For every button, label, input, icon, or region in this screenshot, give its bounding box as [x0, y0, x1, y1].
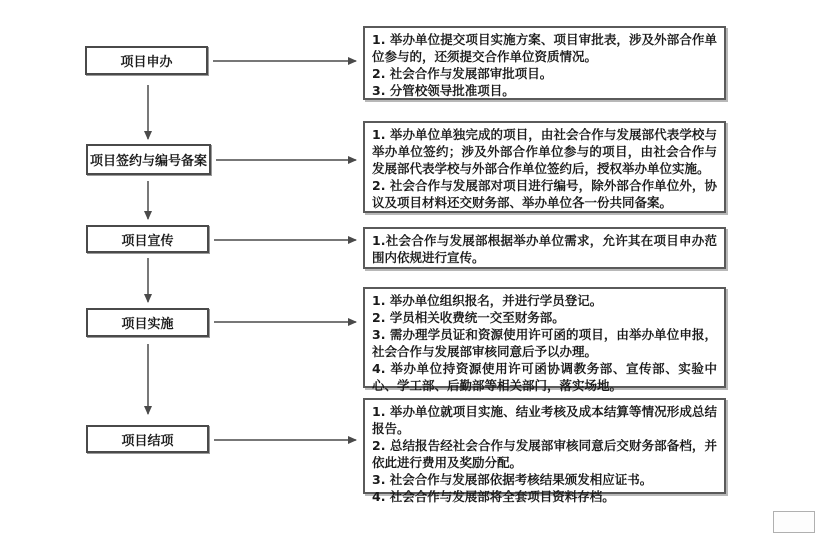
step-box-project-signing-filing — [86, 144, 211, 175]
detail-item: 2. 社会合作与发展部对项目进行编号，除外部合作单位外，协议及项目材料还交财务部、举办单位各一份共同备案。 — [372, 178, 717, 210]
detail-item: 1. 举办单位单独完成的项目，由社会合作与发展部代表学校与举办单位签约；涉及外部合作单位参与的项目，由社会合作与发展部代表学校与外部合作单位签约后，授权举办单位实施。 — [372, 127, 717, 176]
detail-box-project-application — [363, 26, 726, 100]
detail-item: 2. 社会合作与发展部审批项目。 — [372, 66, 553, 81]
detail-item: 1. 举办单位组织报名，并进行学员登记。 — [372, 293, 603, 308]
step-box-project-promotion — [86, 225, 209, 253]
detail-item: 4. 举办单位持资源使用许可函协调教务部、宣传部、实验中心、学工部、后勤部等相关部门，落实场地。 — [372, 361, 717, 393]
detail-item: 1. 举办单位就项目实施、结业考核及成本结算等情况形成总结报告。 — [372, 404, 717, 436]
detail-item: 3. 需办理学员证和资源使用许可函的项目，由举办单位申报，社会合作与发展部审核同意后予以办理。 — [372, 327, 717, 359]
step-label: 项目结项 — [121, 433, 174, 449]
detail-item: 1. 举办单位提交项目实施方案、项目审批表，涉及外部合作单位参与的，还须提交合作单位资质情况。 — [372, 32, 717, 64]
step-box-project-implementation — [86, 308, 209, 337]
detail-box-project-implementation — [363, 287, 726, 393]
detail-box-project-signing-filing — [363, 121, 726, 213]
step-label: 项目实施 — [121, 317, 174, 332]
detail-item: 1.社会合作与发展部根据举办单位需求，允许其在项目申办范围内依规进行宣传。 — [372, 233, 717, 265]
step-label: 项目宣传 — [121, 233, 174, 249]
step-label: 项目签约与编号备案 — [89, 154, 207, 169]
detail-item: 4. 社会合作与发展部将全套项目资料存档。 — [372, 489, 615, 504]
step-label: 项目申办 — [120, 55, 173, 70]
detail-box-project-promotion — [363, 227, 726, 269]
detail-item: 2. 总结报告经社会合作与发展部审核同意后交财务部备档，并依此进行费用及奖励分配。 — [372, 438, 717, 470]
detail-item: 3. 分管校领导批准项目。 — [372, 83, 515, 98]
detail-item: 3. 社会合作与发展部依据考核结果颁发相应证书。 — [372, 472, 653, 487]
step-box-project-closure — [86, 425, 209, 453]
detail-box-project-closure — [363, 398, 726, 504]
step-box-project-application — [85, 46, 208, 75]
detail-item: 2. 学员相关收费统一交至财务部。 — [372, 310, 565, 325]
